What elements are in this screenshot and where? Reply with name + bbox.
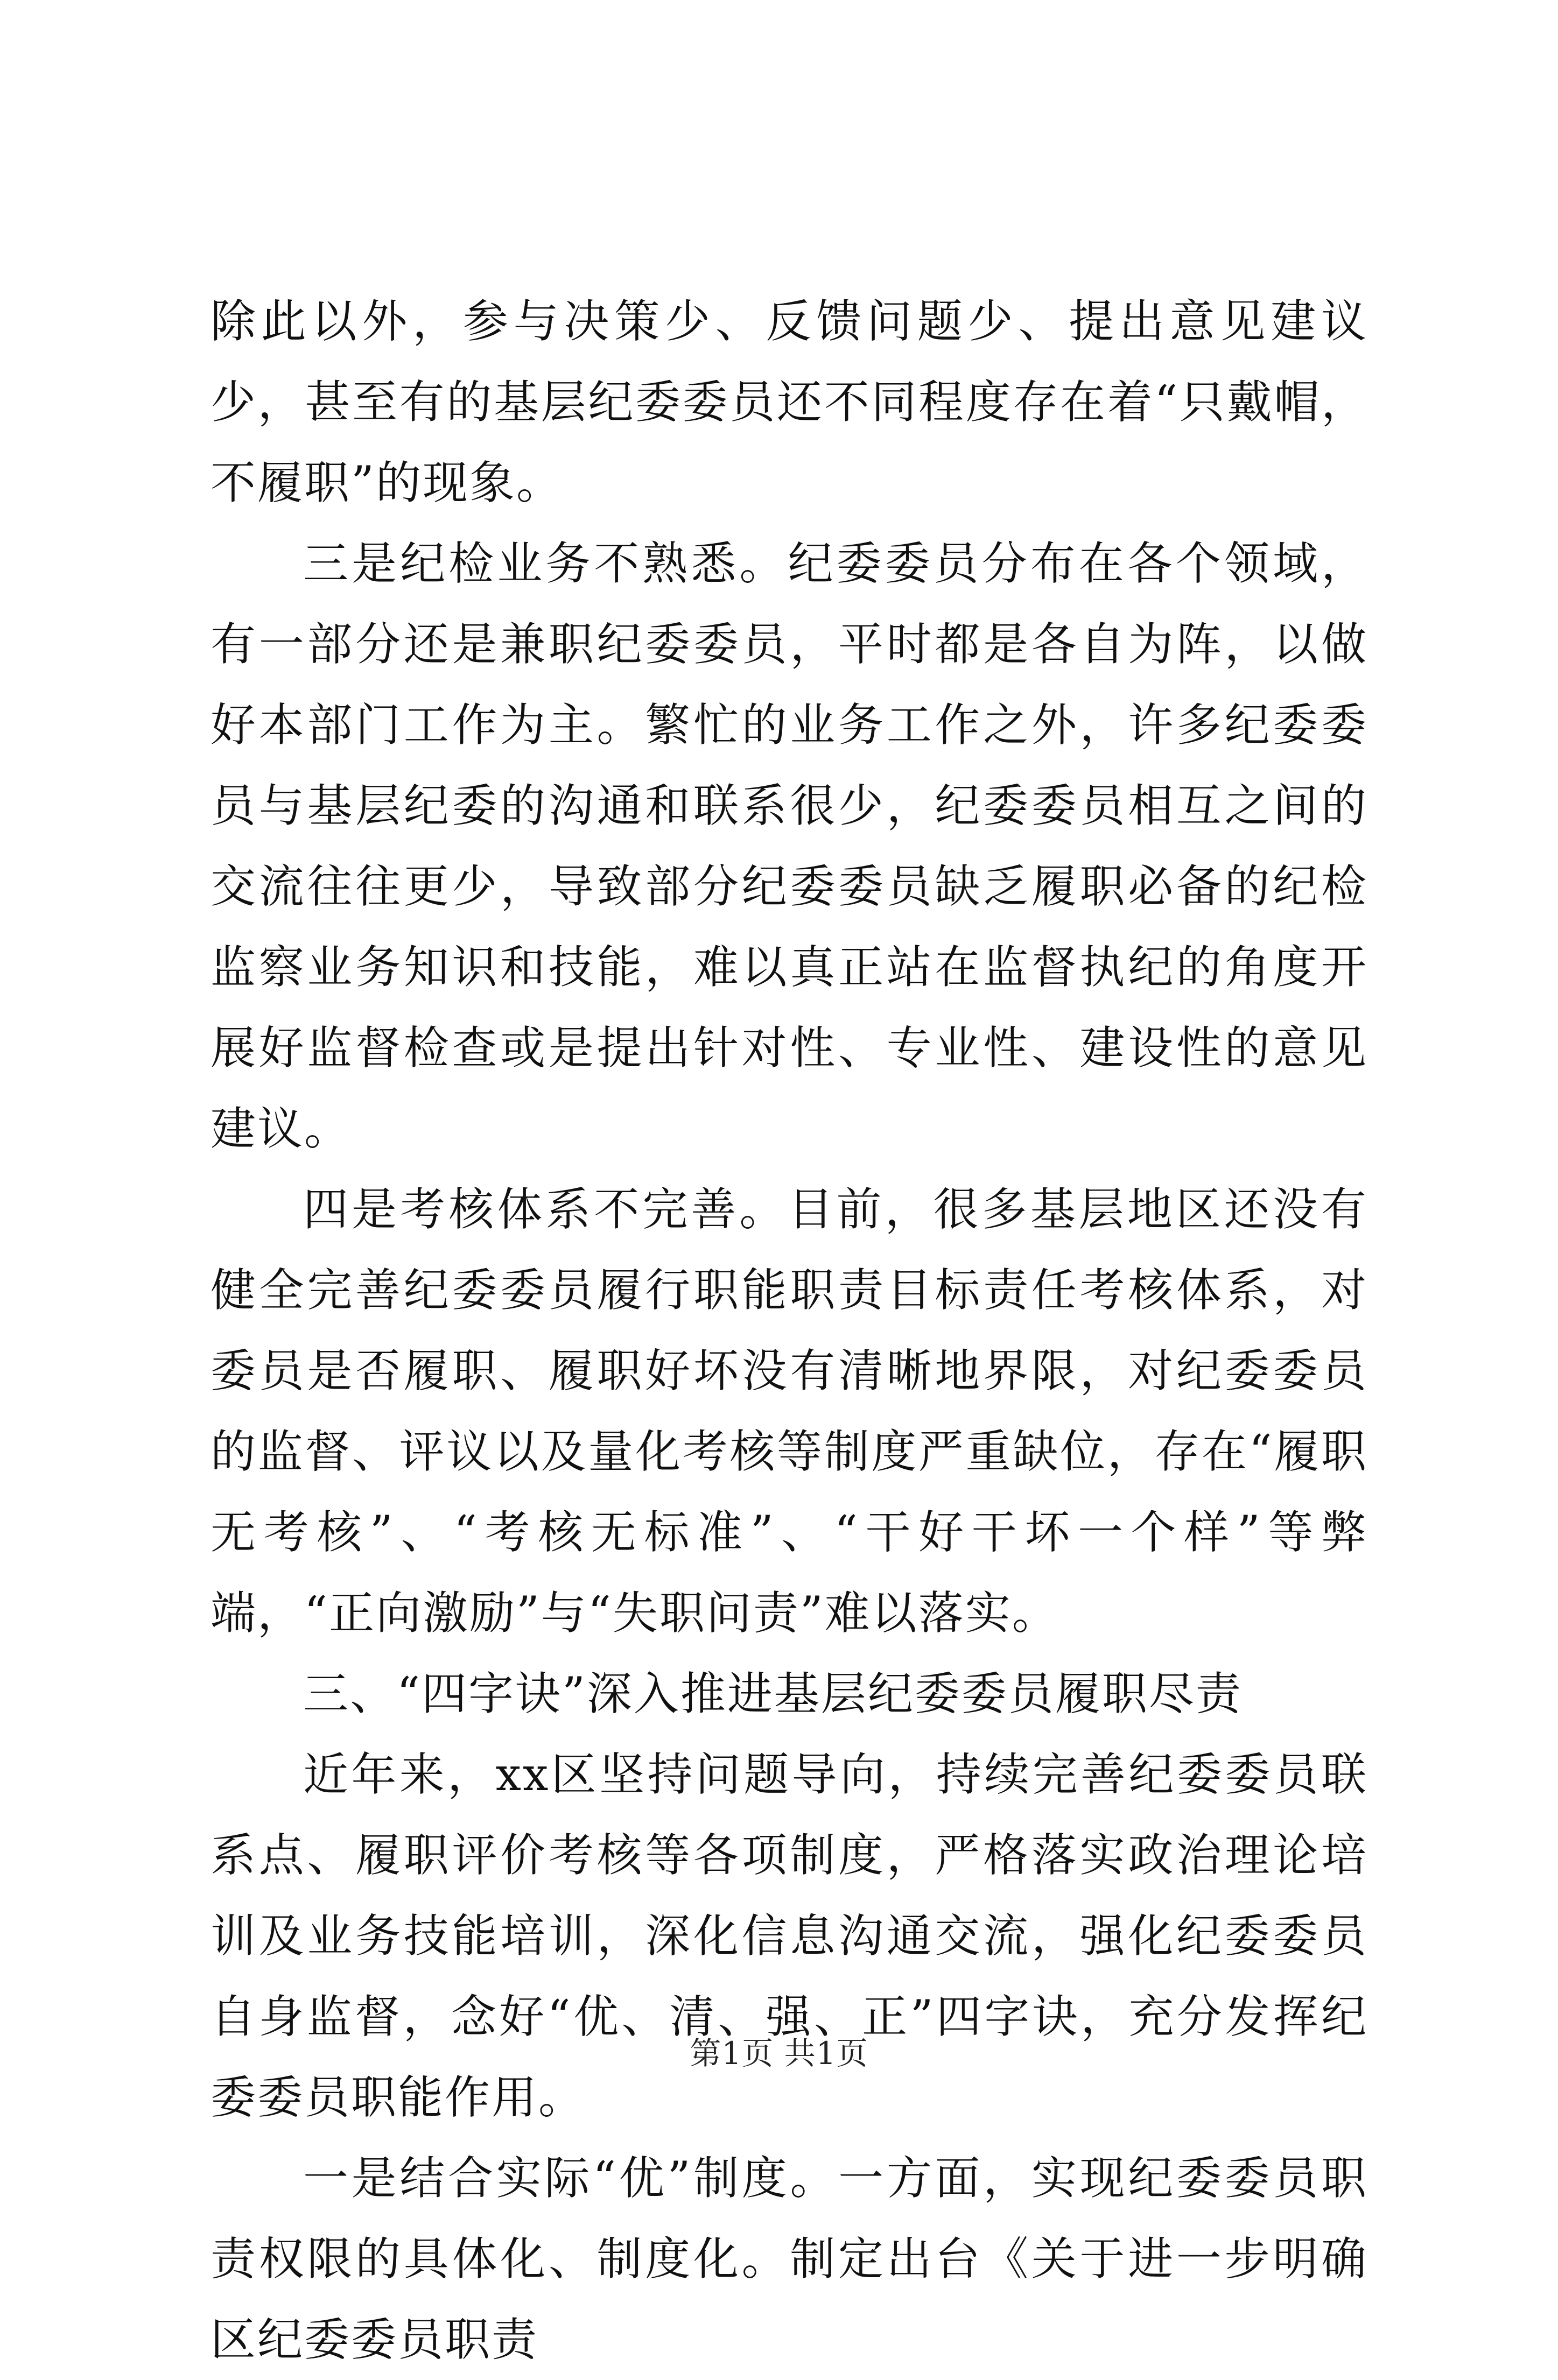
paragraph-continuation: 除此以外，参与决策少、反馈问题少、提出意见建议少，甚至有的基层纪委委员还不同程度存在着“只戴帽，不履职”的现象。 [210, 295, 1368, 509]
page-number-footer: 第1页 共1页 [690, 2035, 868, 2072]
paragraph-recent-years: 近年来，xx区坚持问题导向，持续完善纪委委员联系点、履职评价考核等各项制度，严格落实政治理论培训及业务技能培训，深化信息沟通交流，强化纪委委员自身监督，念好“优、清、强、正”四字诀，充分发挥纪委委员职能作用。 [210, 1748, 1368, 2124]
section-heading: 三、“四字诀”深入推进基层纪委委员履职尽责 [303, 1667, 1243, 1720]
paragraph-discipline-business: 三是纪检业务不熟悉。纪委委员分布在各个领域，有一部分还是兼职纪委委员，平时都是各自为阵，以做好本部门工作为主。繁忙的业务工作之外，许多纪委委员与基层纪委的沟通和联系很少，纪委委员相互之间的交流往往更少，导致部分纪委委员缺乏履职必备的纪检监察业务知识和技能，难以真正站在监督执纪的角度开展好监督检查或是提出针对性、专业性、建设性的意见建议。 [210, 537, 1368, 1155]
paragraph-optimize-system: 一是结合实际“优”制度。一方面，实现纪委委员职责权限的具体化、制度化。制定出台《关于进一步明确区纪委委员职责 [210, 2152, 1368, 2366]
paragraph-assessment-system: 四是考核体系不完善。目前，很多基层地区还没有健全完善纪委委员履行职能职责目标责任考核体系，对委员是否履职、履职好坏没有清晰地界限，对纪委委员的监督、评议以及量化考核等制度严重缺位，存在“履职无考核”、“考核无标准”、“干好干坏一个样”等弊端，“正向激励”与“失职问责”难以落实。 [210, 1183, 1368, 1639]
